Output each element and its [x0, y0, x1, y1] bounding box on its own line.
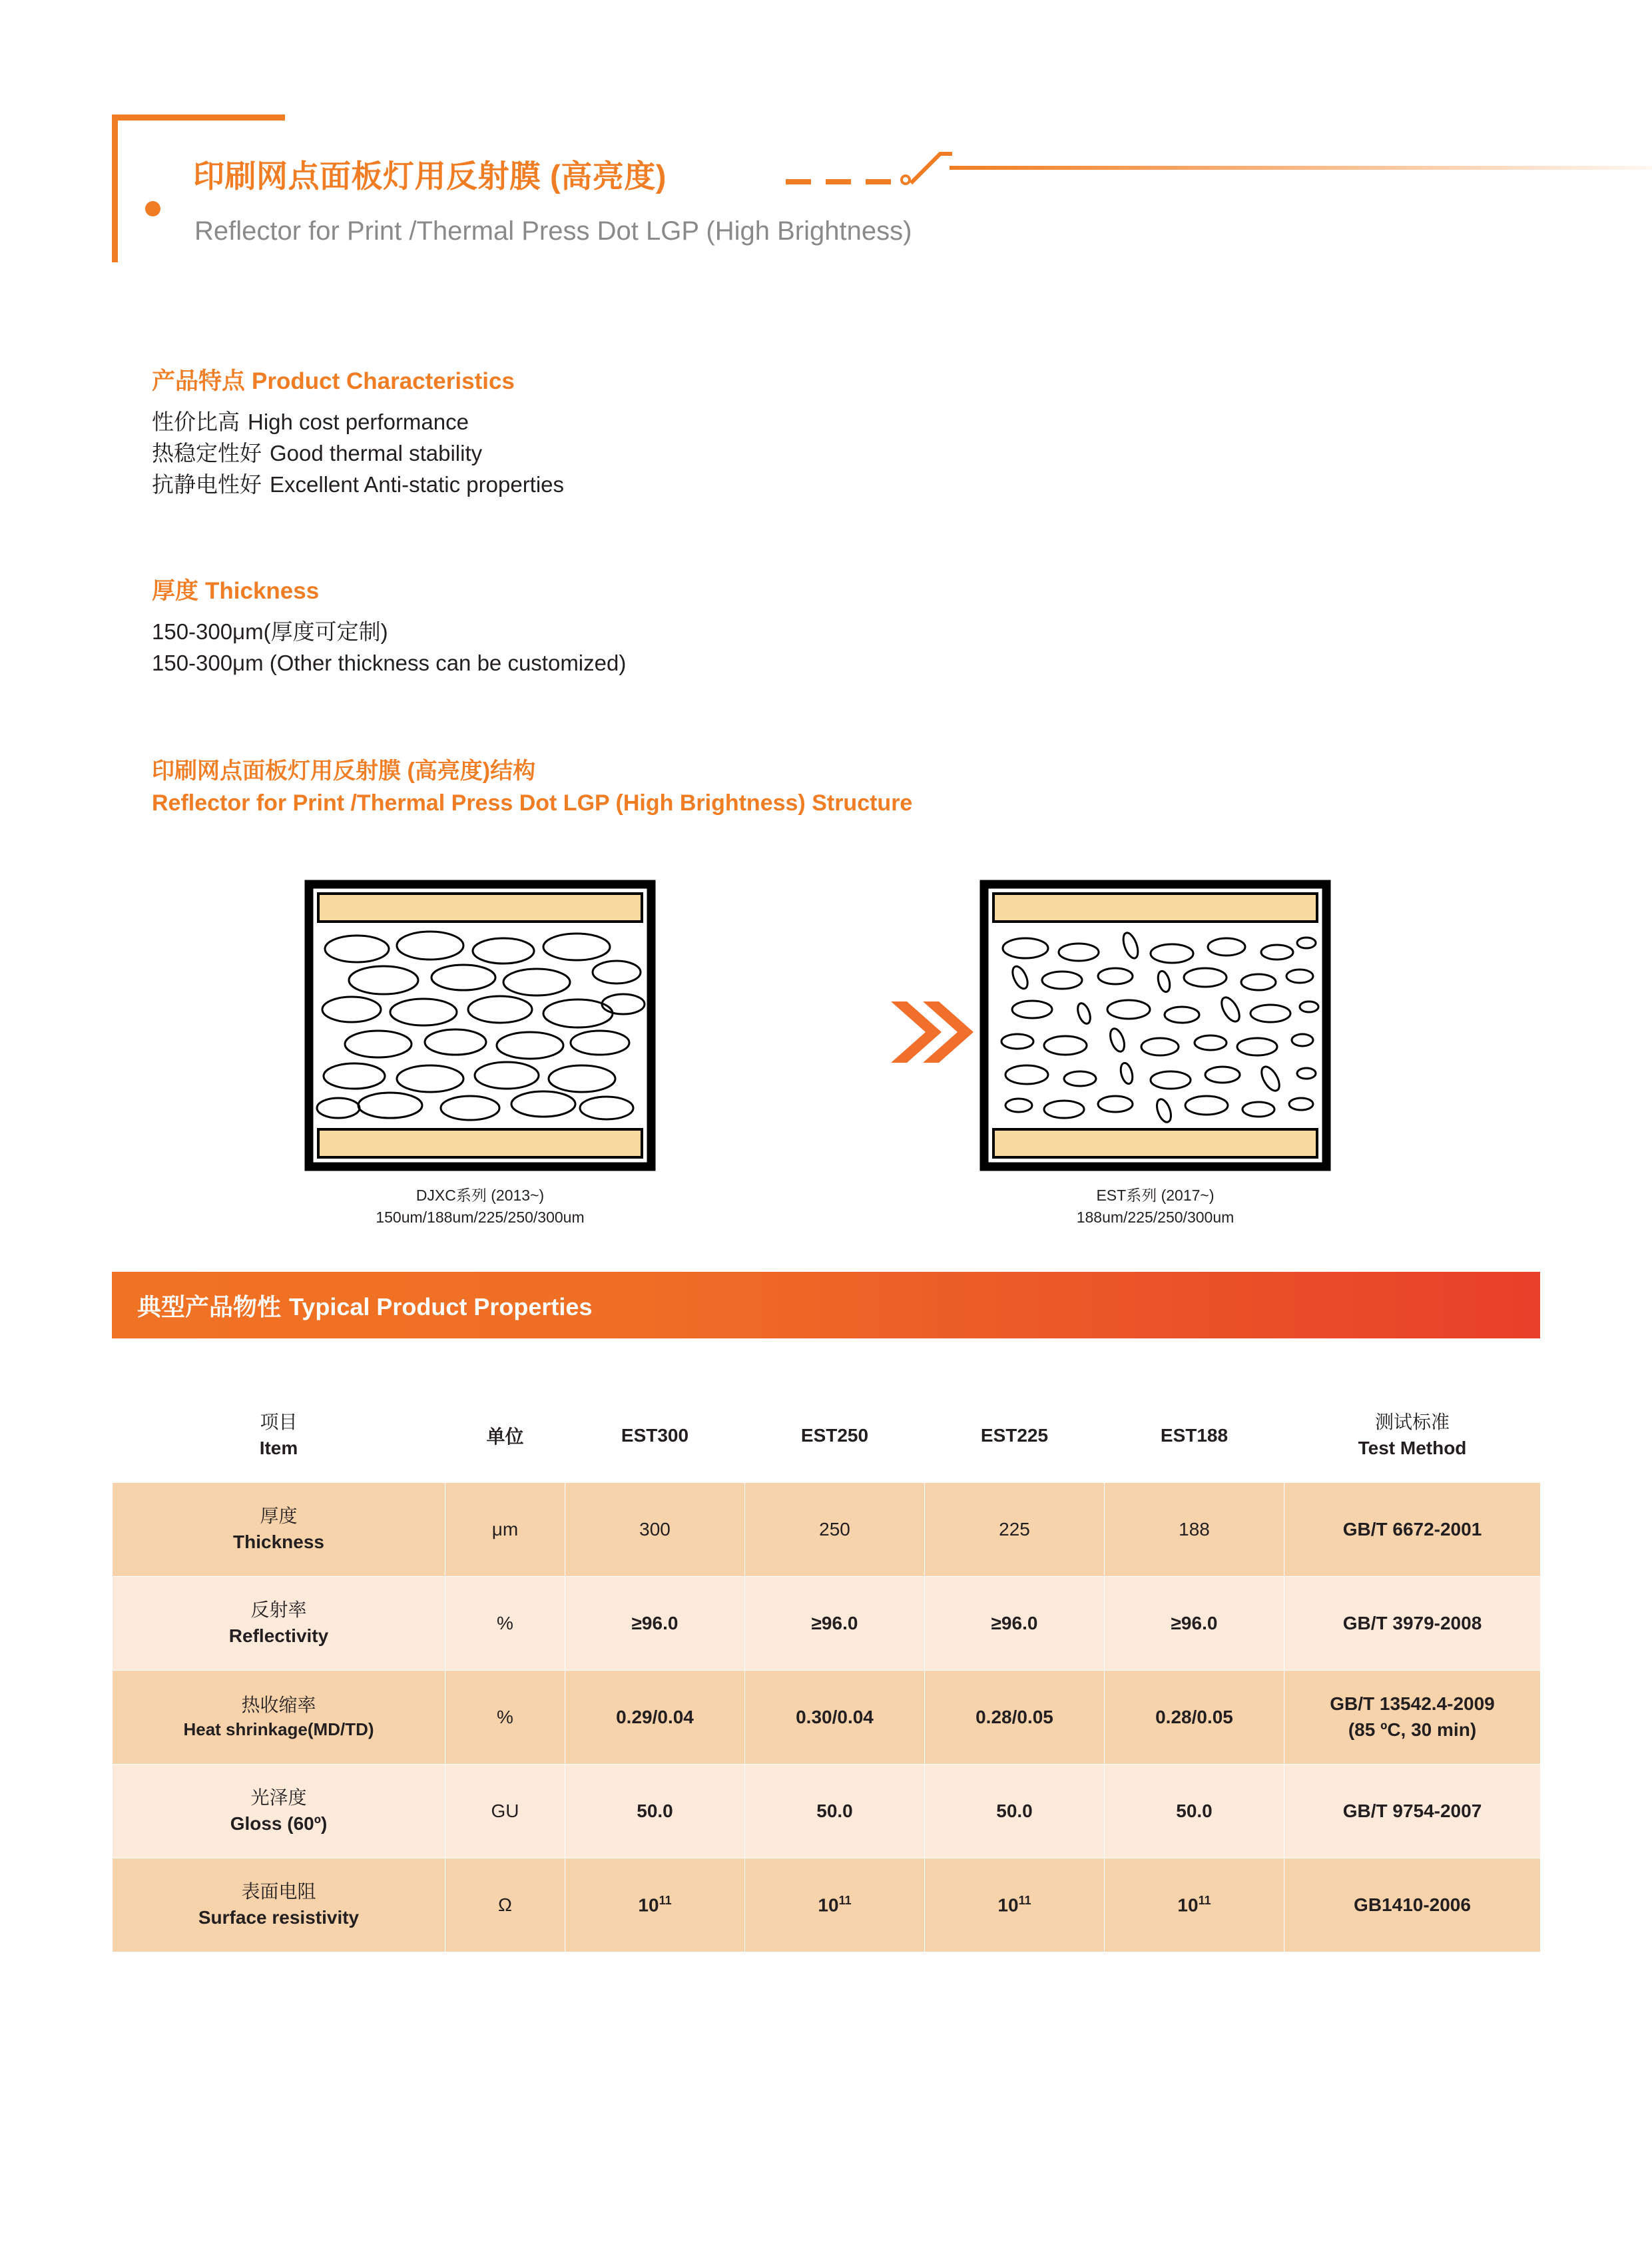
row-est300-exponent: 11	[659, 1894, 672, 1908]
header-diagonal-line	[910, 150, 950, 183]
row-item-cn: 热收缩率	[241, 1694, 316, 1715]
characteristic-item	[152, 407, 564, 438]
row-est250	[745, 1858, 925, 1952]
row-est225-value: 10	[997, 1894, 1019, 1916]
thickness-line-en: 150-300μm (Other thickness can be customized)	[152, 650, 627, 675]
row-est300-value: 10	[638, 1894, 659, 1916]
row-item-cn: 光泽度	[250, 1787, 307, 1809]
row-unit: GU	[445, 1765, 565, 1858]
section-thickness	[152, 573, 626, 679]
table-row	[113, 1858, 1541, 1952]
characteristic-item-en: Excellent Anti-static properties	[270, 471, 565, 497]
row-item-cn: 反射率	[250, 1599, 307, 1621]
row-test-method	[1284, 1858, 1541, 1952]
row-est188-value: 10	[1177, 1894, 1199, 1916]
row-item-en: Thickness	[233, 1532, 324, 1552]
row-est225: 225	[925, 1483, 1105, 1577]
table-header-item-en: Item	[259, 1438, 298, 1458]
row-est225-exponent: 11	[1018, 1894, 1031, 1908]
table-header-item	[113, 1389, 445, 1483]
row-est250-value: 10	[818, 1894, 839, 1916]
characteristics-title	[152, 363, 564, 396]
row-est300: 0.29/0.04	[565, 1671, 745, 1765]
structure-diagram-left	[304, 879, 657, 1229]
thickness-title	[152, 573, 626, 606]
row-test-method	[1284, 1765, 1541, 1858]
header-gradient-rule	[950, 166, 1652, 170]
row-item	[113, 1765, 445, 1858]
row-est188	[1105, 1858, 1284, 1952]
row-item-cn: 厚度	[260, 1506, 298, 1527]
table-header-est225: EST225	[925, 1389, 1105, 1483]
row-item-en: Heat shrinkage(MD/TD)	[183, 1719, 374, 1740]
row-est300: 300	[565, 1483, 745, 1577]
row-est300: 50.0	[565, 1765, 745, 1858]
page-title-cn: 印刷网点面板灯用反射膜 (高亮度)	[193, 158, 667, 194]
row-unit: %	[445, 1577, 565, 1671]
table-header-method-cn: 测试标准	[1374, 1412, 1450, 1433]
double-chevron-right-icon	[884, 992, 977, 1075]
table-header-est250: EST250	[745, 1389, 925, 1483]
row-test-method	[1284, 1671, 1541, 1765]
section-product-characteristics	[152, 363, 564, 501]
row-method-line2: (85 ºC, 30 min)	[1348, 1719, 1477, 1740]
structure-right-caption-line1: EST系列 (2017~)	[1096, 1187, 1215, 1204]
row-est300: ≥96.0	[565, 1577, 745, 1671]
structure-left-caption-line1: DJXC系列 (2013~)	[415, 1187, 545, 1204]
row-item-cn: 表面电阻	[241, 1881, 316, 1902]
structure-diagram-right	[979, 879, 1332, 1229]
table-row	[113, 1483, 1541, 1577]
characteristic-item	[152, 438, 564, 469]
characteristics-title-en: Product Characteristics	[252, 368, 515, 394]
row-est225: 0.28/0.05	[925, 1671, 1105, 1765]
characteristic-item-cn: 性价比高	[152, 410, 240, 434]
characteristic-item	[152, 469, 564, 501]
table-row	[113, 1765, 1541, 1858]
row-item-en: Surface resistivity	[198, 1907, 360, 1928]
section-structure	[152, 752, 912, 816]
header-dash-3	[866, 179, 891, 184]
table-header-est188: EST188	[1105, 1389, 1284, 1483]
thickness-title-en: Thickness	[205, 578, 320, 604]
header-dot-decoration	[145, 201, 160, 216]
structure-left-caption-line2: 150um/188um/225/250/300um	[376, 1209, 585, 1227]
row-item-en: Reflectivity	[228, 1625, 329, 1646]
row-est250: 50.0	[745, 1765, 925, 1858]
structure-right-caption-line2: 188um/225/250/300um	[1076, 1209, 1235, 1227]
row-est188: 188	[1105, 1483, 1284, 1577]
row-method-line1: GB/T 3979-2008	[1342, 1612, 1482, 1633]
est-structure-illustration	[979, 879, 1332, 1172]
table-header-method-en: Test Method	[1358, 1438, 1467, 1458]
table-row	[113, 1577, 1541, 1671]
row-est250: 250	[745, 1483, 925, 1577]
row-est188: ≥96.0	[1105, 1577, 1284, 1671]
row-est225: ≥96.0	[925, 1577, 1105, 1671]
banner-label	[137, 1288, 592, 1322]
row-item	[113, 1483, 445, 1577]
row-test-method	[1284, 1577, 1541, 1671]
header-dash-2	[826, 179, 851, 184]
table-header-row	[113, 1389, 1541, 1483]
characteristic-item-en: High cost performance	[248, 410, 469, 434]
structure-title-en: Reflector for Print /Thermal Press Dot LGP (High Brightness) Structure	[152, 790, 913, 816]
page-title-en: Reflector for Print /Thermal Press Dot LGP (High Brightness)	[194, 216, 912, 246]
table-row	[113, 1671, 1541, 1765]
typical-properties-banner	[112, 1272, 1540, 1338]
banner-label-en: Typical Product Properties	[289, 1292, 593, 1320]
row-est188-exponent: 11	[1198, 1894, 1211, 1908]
row-item-en: Gloss (60º)	[230, 1813, 328, 1834]
thickness-line-cn: 150-300μm(厚度可定制)	[152, 619, 388, 644]
row-unit: μm	[445, 1483, 565, 1577]
row-item	[113, 1577, 445, 1671]
page-header	[0, 0, 1652, 266]
row-method-line1: GB/T 9754-2007	[1342, 1800, 1482, 1821]
characteristic-item-cn: 抗静电性好	[152, 471, 262, 497]
row-method-line1: GB/T 6672-2001	[1342, 1518, 1482, 1540]
characteristic-item-en: Good thermal stability	[270, 440, 483, 465]
table-header-unit: 单位	[445, 1389, 565, 1483]
structure-title-cn: 印刷网点面板灯用反射膜 (高亮度)结构	[152, 758, 536, 784]
banner-label-cn: 典型产品物性	[137, 1292, 282, 1320]
table-header-est300: EST300	[565, 1389, 745, 1483]
structure-right-caption	[979, 1185, 1332, 1229]
row-est225	[925, 1858, 1105, 1952]
row-unit: %	[445, 1671, 565, 1765]
row-est250: 0.30/0.04	[745, 1671, 925, 1765]
row-est188: 50.0	[1105, 1765, 1284, 1858]
row-est188: 0.28/0.05	[1105, 1671, 1284, 1765]
row-item	[113, 1858, 445, 1952]
row-test-method	[1284, 1483, 1541, 1577]
table-header-item-cn: 项目	[260, 1412, 298, 1433]
row-est250-exponent: 11	[838, 1894, 852, 1908]
table-header-test-method	[1284, 1389, 1541, 1483]
characteristics-title-cn: 产品特点	[152, 368, 246, 394]
row-est225: 50.0	[925, 1765, 1105, 1858]
row-method-line1: GB/T 13542.4-2009	[1330, 1693, 1495, 1715]
characteristic-item-cn: 热稳定性好	[152, 440, 262, 465]
structure-diagram	[152, 866, 1500, 1239]
row-est300	[565, 1858, 745, 1952]
header-rule-decoration	[786, 163, 1651, 203]
row-est250: ≥96.0	[745, 1577, 925, 1671]
typical-properties-table	[112, 1388, 1541, 1952]
structure-left-caption	[304, 1185, 657, 1229]
thickness-title-cn: 厚度	[152, 578, 199, 604]
row-method-line1: GB1410-2006	[1354, 1894, 1471, 1915]
row-unit: Ω	[445, 1858, 565, 1952]
header-dash-1	[786, 179, 811, 184]
djxc-structure-illustration	[304, 879, 657, 1172]
row-item	[113, 1671, 445, 1765]
